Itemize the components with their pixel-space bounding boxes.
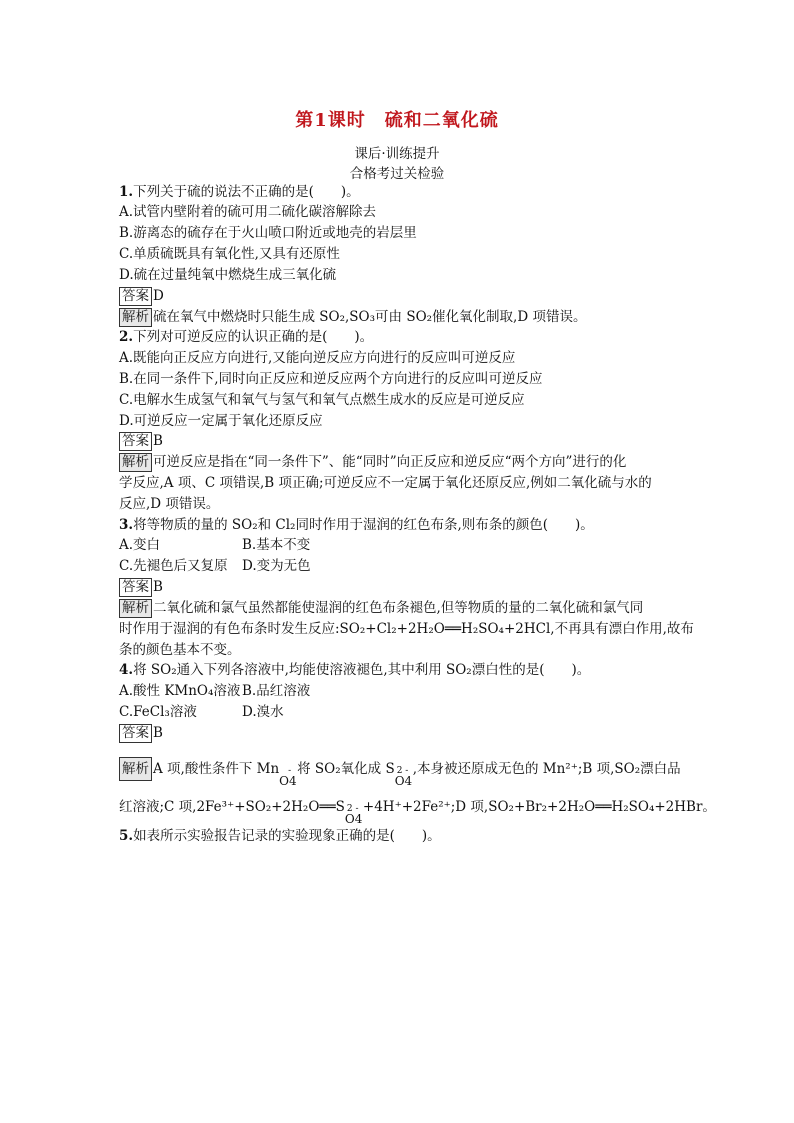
q3-answer [119, 577, 679, 597]
question-2-stem [119, 327, 679, 347]
analysis-text: 二氧化硫和氯气虽然都能使湿润的红色布条褪色,但等物质的量的二氧化硫和氯气同 [153, 600, 644, 616]
q3-analysis-line2: 时作用于湿润的有色布条时发生反应:SO₂+Cl₂+2H₂O══H₂SO₄+2HCl,不再具有漂白作用,故布 [119, 621, 694, 637]
analysis-text: 红溶液;C 项,2Fe³⁺+SO₂+2H₂O══S [119, 799, 345, 815]
q1-option-a: A.试管内壁附着的硫可用二硫化碳溶解除去 [119, 204, 377, 220]
q1-option-b: B.游离态的硫存在于火山喷口附近或地壳的岩层里 [119, 225, 417, 241]
question-number: 4. [119, 662, 134, 678]
q2-option-b: B.在同一条件下,同时向正反应和逆反应两个方向进行的反应叫可逆反应 [119, 371, 543, 387]
page-title: 第1课时 硫和二氧化硫 [295, 110, 499, 131]
answer-tag: 答案 [119, 432, 152, 451]
q3-option-a: A.变白 [119, 537, 161, 553]
answer-value: B [153, 433, 163, 449]
analysis-tag: 解析 [119, 599, 152, 618]
answer-tag: 答案 [119, 724, 152, 743]
q2-analysis-line3: 反应,D 项错误。 [119, 496, 220, 512]
q1-answer [119, 286, 679, 306]
q2-analysis-line2: 学反应,A 项、C 项错误,B 项正确;可逆反应不一定属于氧化还原反应,例如二氧化硫与水的 [119, 475, 652, 491]
q4-options-row1 [119, 681, 679, 701]
q1-option-c: C.单质硫既具有氧化性,又具有还原性 [119, 246, 340, 262]
superscript-charge: - [288, 766, 292, 776]
q4-option-a: A.酸性 KMnO₄溶液 [119, 683, 241, 699]
question-number: 1. [119, 184, 134, 200]
formula-base: O4 [394, 774, 413, 788]
formula-base: O4 [279, 774, 297, 788]
answer-value: D [153, 288, 164, 304]
q4-analysis-line1 [119, 757, 681, 788]
superscript-charge: 2 - [346, 804, 359, 814]
q3-option-d: D.变为无色 [242, 558, 311, 574]
q4-answer [119, 723, 679, 743]
analysis-tag: 解析 [119, 453, 152, 472]
question-4-stem [119, 660, 679, 680]
analysis-text-cont: +4H⁺+2Fe²⁺;D 项,SO₂+Br₂+2H₂O══H₂SO₄+2HBr。 [362, 799, 716, 815]
q2-analysis-line1 [119, 452, 679, 472]
analysis-text: 可逆反应是指在“同一条件下”、能“同时”向正反应和逆反应“两个方向”进行的化 [153, 454, 627, 470]
formula-base: O4 [344, 812, 363, 826]
question-1-stem [119, 182, 679, 202]
answer-value: B [153, 725, 163, 741]
question-3-stem [119, 515, 679, 535]
q1-option-d: D.硫在过量纯氧中燃烧生成三氧化硫 [119, 267, 337, 283]
analysis-text-cont: ,本身被还原成无色的 Mn²⁺;B 项,SO₂漂白品 [412, 761, 681, 777]
analysis-tag: 解析 [119, 757, 152, 781]
question-number: 5. [119, 828, 134, 844]
question-number: 2. [119, 329, 134, 345]
superscript-charge: 2 - [396, 766, 409, 776]
analysis-text-cont: 将 SO₂氧化成 S [297, 761, 395, 777]
q2-option-d: D.可逆反应一定属于氧化还原反应 [119, 413, 323, 429]
q4-option-c: C.FeCl₃溶液 [119, 704, 197, 720]
analysis-text: 硫在氧气中燃烧时只能生成 SO₂,SO₃可由 SO₂催化氧化制取,D 项错误。 [153, 309, 587, 325]
section-level: 合格考过关检验 [349, 166, 445, 182]
section-subtitle: 课后·训练提升 [354, 146, 440, 162]
answer-tag: 答案 [119, 578, 152, 597]
question-text: 下列对可逆反应的认识正确的是( )。 [133, 329, 374, 345]
q3-options-row2 [119, 556, 679, 576]
q2-option-a: A.既能向正反应方向进行,又能向逆反应方向进行的反应叫可逆反应 [119, 350, 516, 366]
q1-analysis [119, 307, 679, 327]
q4-options-row2 [119, 702, 679, 722]
q2-answer [119, 431, 679, 451]
question-text: 将 SO₂通入下列各溶液中,均能使溶液褪色,其中利用 SO₂漂白性的是( )。 [133, 662, 591, 678]
q4-option-b: B.品红溶液 [242, 683, 311, 699]
q3-option-b: B.基本不变 [242, 537, 311, 553]
analysis-tag: 解析 [119, 308, 152, 327]
q4-option-d: D.溴水 [242, 704, 284, 720]
question-text: 下列关于硫的说法不正确的是( )。 [133, 184, 360, 200]
q4-analysis-line2 [119, 797, 716, 826]
q3-options-row1 [119, 535, 679, 555]
answer-value: B [153, 579, 163, 595]
question-text: 如表所示实验报告记录的实验现象正确的是( )。 [133, 828, 441, 844]
q2-option-c: C.电解水生成氢气和氧气与氢气和氧气点燃生成水的反应是可逆反应 [119, 392, 525, 408]
answer-tag: 答案 [119, 287, 152, 306]
q3-analysis-line3: 条的颜色基本不变。 [119, 642, 241, 658]
q3-option-c: C.先褪色后又复原 [119, 558, 228, 574]
analysis-text: A 项,酸性条件下 Mn [153, 761, 280, 777]
question-number: 3. [119, 517, 134, 533]
q3-analysis-line1 [119, 598, 679, 618]
question-5-stem [119, 826, 679, 846]
question-text: 将等物质的量的 SO₂和 Cl₂同时作用于湿润的红色布条,则布条的颜色( )。 [133, 517, 594, 533]
